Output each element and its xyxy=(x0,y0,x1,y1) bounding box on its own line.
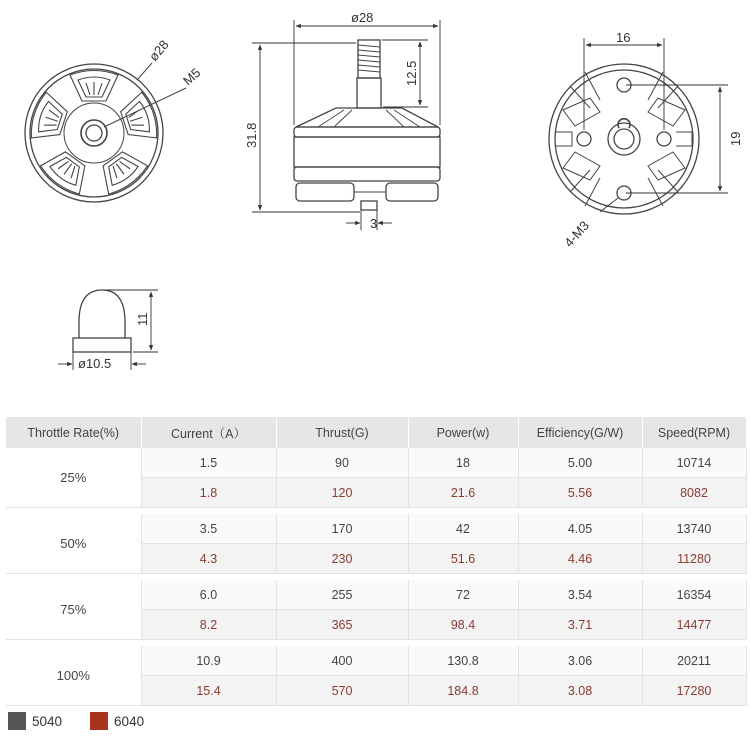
thrust-cell: 170 xyxy=(276,514,408,544)
speed-cell: 14477 xyxy=(642,610,746,640)
legend-swatch-5040 xyxy=(8,712,26,730)
motor-bottom-view xyxy=(549,64,699,214)
performance-table xyxy=(6,417,747,706)
mount-holes-label: 4-M3 xyxy=(561,217,593,251)
throttle-rate-cell: 25% xyxy=(6,448,141,508)
throttle-rate-cell: 75% xyxy=(6,580,141,640)
speed-cell: 8082 xyxy=(642,478,746,508)
motor-top-view xyxy=(25,63,186,202)
col-current: Current（A） xyxy=(141,417,276,448)
power-cell: 72 xyxy=(408,580,518,610)
power-cell: 98.4 xyxy=(408,610,518,640)
hole-spacing-h-label: 16 xyxy=(616,30,631,45)
efficiency-cell: 3.08 xyxy=(518,676,642,706)
current-cell: 1.8 xyxy=(141,478,276,508)
current-cell: 1.5 xyxy=(141,448,276,478)
prop-nut-view xyxy=(73,290,131,352)
table-row xyxy=(6,448,746,478)
current-cell: 10.9 xyxy=(141,646,276,676)
col-efficiency: Efficiency(G/W) xyxy=(518,417,642,448)
efficiency-cell: 3.71 xyxy=(518,610,642,640)
hole-spacing-v-label: 19 xyxy=(728,131,743,146)
throttle-rate-cell: 100% xyxy=(6,646,141,706)
table-row xyxy=(6,580,746,610)
mount-hole xyxy=(577,132,591,146)
shaft-thread-label: M5 xyxy=(179,64,204,89)
nut-height-label: 11 xyxy=(135,312,150,326)
prop-legend xyxy=(8,711,172,731)
speed-cell: 20211 xyxy=(642,646,746,676)
col-throttle-rate: Throttle Rate(%) xyxy=(6,417,141,448)
current-cell: 15.4 xyxy=(141,676,276,706)
side-diameter-label: ø28 xyxy=(351,10,374,25)
table-row xyxy=(6,646,746,676)
legend-label-5040: 5040 xyxy=(32,713,63,729)
thrust-cell: 120 xyxy=(276,478,408,508)
speed-cell: 17280 xyxy=(642,676,746,706)
efficiency-cell: 3.06 xyxy=(518,646,642,676)
table-row xyxy=(6,514,746,544)
speed-cell: 16354 xyxy=(642,580,746,610)
efficiency-cell: 5.00 xyxy=(518,448,642,478)
power-cell: 42 xyxy=(408,514,518,544)
bottom-view-dimensions xyxy=(584,38,728,212)
thrust-cell: 570 xyxy=(276,676,408,706)
thrust-cell: 230 xyxy=(276,544,408,574)
speed-cell: 10714 xyxy=(642,448,746,478)
shaft-base-label: 3 xyxy=(370,216,378,231)
current-cell: 6.0 xyxy=(141,580,276,610)
height-label: 31.8 xyxy=(244,122,259,148)
side-view-dimensions xyxy=(252,20,440,230)
top-diameter-label: ø28 xyxy=(145,37,172,64)
table-header-row xyxy=(6,417,746,448)
thrust-cell: 400 xyxy=(276,646,408,676)
col-power: Power(w) xyxy=(408,417,518,448)
legend-swatch-6040 xyxy=(90,712,108,730)
speed-cell: 13740 xyxy=(642,514,746,544)
power-cell: 18 xyxy=(408,448,518,478)
current-cell: 8.2 xyxy=(141,610,276,640)
efficiency-cell: 4.05 xyxy=(518,514,642,544)
mount-hole xyxy=(657,132,671,146)
efficiency-cell: 4.46 xyxy=(518,544,642,574)
thrust-cell: 90 xyxy=(276,448,408,478)
nut-diameter-label: ø10.5 xyxy=(78,356,112,371)
power-cell: 21.6 xyxy=(408,478,518,508)
current-cell: 3.5 xyxy=(141,514,276,544)
power-cell: 51.6 xyxy=(408,544,518,574)
legend-item-6040 xyxy=(90,712,144,730)
efficiency-cell: 5.56 xyxy=(518,478,642,508)
current-cell: 4.3 xyxy=(141,544,276,574)
col-thrust: Thrust(G) xyxy=(276,417,408,448)
power-cell: 184.8 xyxy=(408,676,518,706)
power-cell: 130.8 xyxy=(408,646,518,676)
speed-cell: 11280 xyxy=(642,544,746,574)
legend-item-5040 xyxy=(8,712,62,730)
legend-label-6040: 6040 xyxy=(114,713,145,729)
col-speed: Speed(RPM) xyxy=(642,417,746,448)
throttle-rate-cell: 50% xyxy=(6,514,141,574)
shaft-length-label: 12.5 xyxy=(404,60,419,86)
efficiency-cell: 3.54 xyxy=(518,580,642,610)
thrust-cell: 255 xyxy=(276,580,408,610)
thrust-cell: 365 xyxy=(276,610,408,640)
